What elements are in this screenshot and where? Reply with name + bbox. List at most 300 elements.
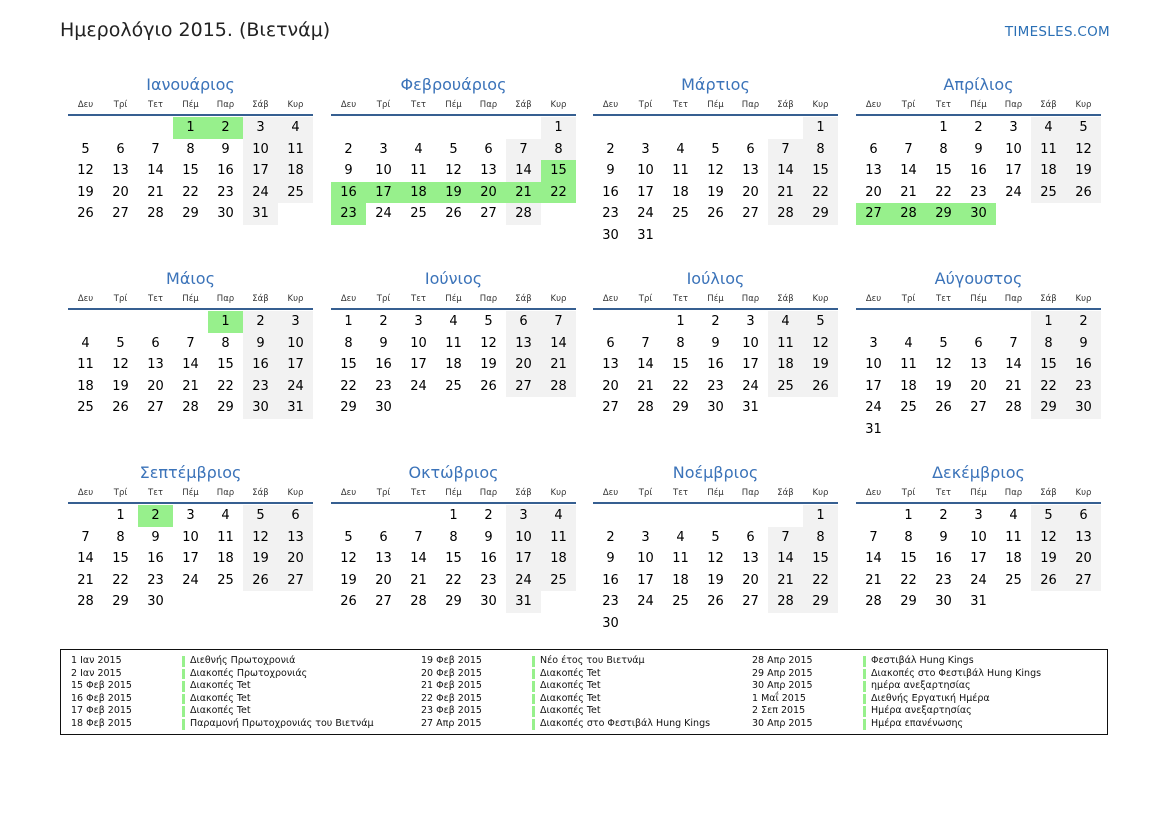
- day-cell: 31: [243, 203, 278, 225]
- legend-date: 23 Φεβ 2015: [421, 705, 482, 717]
- day-cell: 15: [672, 357, 689, 373]
- day-cell: 23: [602, 206, 619, 222]
- day-cell: 2: [974, 120, 983, 135]
- day-cell: 24: [243, 182, 278, 204]
- day-cell: 3: [243, 117, 278, 139]
- legend-date: 15 Φεβ 2015: [71, 680, 132, 692]
- weekday-label: Παρ: [1004, 488, 1023, 498]
- day-cell: 28: [541, 376, 576, 398]
- day-cell: 4: [676, 529, 685, 545]
- empty-cell: [331, 505, 366, 527]
- legend-date: 30 Απρ 2015: [752, 680, 813, 692]
- day-cell: 26: [480, 378, 497, 394]
- month-rule: [593, 308, 838, 310]
- month-block: [856, 73, 1101, 225]
- day-cell: 12: [935, 357, 952, 373]
- day-cell: 3: [974, 508, 983, 523]
- day-cell: 18: [1031, 160, 1066, 182]
- day-cell: 23: [1066, 376, 1101, 398]
- day-cell: 16: [707, 357, 724, 373]
- weekday-label: Πέμ: [970, 488, 987, 498]
- day-cell: 30: [1066, 397, 1101, 419]
- day-cell: 20: [147, 378, 164, 394]
- month-rule: [331, 502, 576, 504]
- weekday-label: Παρ: [1004, 294, 1023, 304]
- empty-cell: [768, 117, 803, 139]
- day-cell: 17: [278, 354, 313, 376]
- weekday-label: Δευ: [865, 488, 882, 498]
- day-grid: [856, 117, 1101, 225]
- day-cell: 12: [480, 335, 497, 351]
- weekday-header: [331, 292, 576, 306]
- day-cell: 26: [803, 376, 838, 398]
- day-cell: 16: [970, 163, 987, 179]
- day-cell: 25: [410, 206, 427, 222]
- day-cell: 24: [410, 378, 427, 394]
- day-cell: 12: [707, 551, 724, 567]
- day-cell: 5: [803, 311, 838, 333]
- day-cell: 3: [1009, 120, 1018, 135]
- legend-date: 22 Φεβ 2015: [421, 692, 482, 704]
- day-cell: 3: [414, 314, 423, 329]
- day-cell: 14: [768, 160, 803, 182]
- weekday-label: Παρ: [741, 100, 760, 110]
- legend-holiday-name: Διακοπές Tet: [540, 705, 601, 717]
- day-cell: 18: [672, 572, 689, 588]
- holiday-day-cell: 28: [891, 203, 926, 225]
- day-cell: 21: [900, 184, 917, 200]
- day-cell: 14: [182, 357, 199, 373]
- legend-holiday-name: Διακοπές Tet: [540, 680, 601, 692]
- day-cell: 15: [803, 160, 838, 182]
- day-cell: 7: [506, 139, 541, 161]
- day-cell: 7: [151, 141, 160, 157]
- day-cell: 17: [410, 357, 427, 373]
- weekday-header: [68, 98, 313, 112]
- day-cell: 15: [935, 163, 952, 179]
- day-cell: 14: [77, 551, 94, 567]
- day-cell: 22: [803, 182, 838, 204]
- day-cell: 21: [1005, 378, 1022, 394]
- day-cell: 29: [182, 206, 199, 222]
- day-cell: 17: [637, 572, 654, 588]
- empty-cell: [698, 117, 733, 139]
- day-cell: 18: [900, 378, 917, 394]
- day-grid: [593, 311, 838, 419]
- weekday-label: Παρ: [479, 488, 498, 498]
- empty-cell: [628, 117, 663, 139]
- weekday-label: Τρί: [638, 294, 653, 304]
- day-cell: 5: [939, 335, 948, 351]
- month-name: Σεπτέμβριος: [139, 463, 242, 482]
- month-block: [68, 461, 313, 613]
- weekday-label: Τετ: [936, 488, 951, 498]
- month-block: [593, 461, 838, 635]
- day-cell: 25: [541, 570, 576, 592]
- month-name: Μάιος: [166, 269, 215, 288]
- day-cell: 17: [742, 357, 759, 373]
- month-name: Ιούλιος: [686, 269, 745, 288]
- empty-cell: [138, 117, 173, 139]
- weekday-label: Τρί: [638, 488, 653, 498]
- day-cell: 7: [186, 335, 195, 351]
- day-cell: 29: [340, 400, 357, 416]
- day-cell: 20: [1066, 548, 1101, 570]
- day-cell: 7: [904, 141, 913, 157]
- day-cell: 24: [506, 570, 541, 592]
- weekday-label: Τετ: [673, 100, 688, 110]
- day-cell: 25: [900, 400, 917, 416]
- day-cell: 24: [1005, 184, 1022, 200]
- day-cell: 26: [707, 594, 724, 610]
- legend-color-marker: [532, 694, 535, 705]
- day-cell: 27: [742, 206, 759, 222]
- day-cell: 17: [637, 184, 654, 200]
- day-cell: 20: [865, 184, 882, 200]
- day-cell: 9: [243, 333, 278, 355]
- day-cell: 22: [112, 572, 129, 588]
- empty-cell: [593, 311, 628, 333]
- day-cell: 2: [606, 141, 615, 157]
- day-cell: 17: [970, 551, 987, 567]
- day-cell: 21: [182, 378, 199, 394]
- day-cell: 27: [970, 400, 987, 416]
- day-cell: 21: [77, 572, 94, 588]
- day-cell: 26: [935, 400, 952, 416]
- empty-cell: [68, 311, 103, 333]
- day-cell: 1: [116, 508, 125, 523]
- legend-holiday-name: Διακοπές Tet: [190, 680, 251, 692]
- holiday-day-cell: 2: [138, 505, 173, 527]
- day-cell: 13: [1066, 527, 1101, 549]
- month-block: [331, 461, 576, 613]
- weekday-label: Τρί: [376, 294, 391, 304]
- legend-date: 30 Απρ 2015: [752, 717, 813, 729]
- day-cell: 6: [506, 311, 541, 333]
- day-cell: 2: [379, 314, 388, 329]
- day-cell: 28: [77, 594, 94, 610]
- day-cell: 3: [186, 508, 195, 523]
- day-cell: 20: [602, 378, 619, 394]
- day-cell: 12: [1066, 139, 1101, 161]
- day-cell: 14: [637, 357, 654, 373]
- day-cell: 17: [506, 548, 541, 570]
- weekday-label: Κυρ: [287, 488, 304, 498]
- day-cell: 9: [484, 529, 493, 545]
- empty-cell: [401, 505, 436, 527]
- day-cell: 18: [541, 548, 576, 570]
- day-cell: 13: [742, 551, 759, 567]
- day-cell: 22: [672, 378, 689, 394]
- weekday-label: Δευ: [602, 294, 619, 304]
- day-cell: 2: [344, 141, 353, 157]
- day-cell: 15: [340, 357, 357, 373]
- legend-color-marker: [863, 706, 866, 717]
- weekday-label: Δευ: [77, 294, 94, 304]
- day-cell: 10: [410, 335, 427, 351]
- day-cell: 5: [81, 141, 90, 157]
- day-cell: 20: [742, 184, 759, 200]
- day-cell: 12: [340, 551, 357, 567]
- weekday-header: [68, 486, 313, 500]
- day-cell: 9: [344, 163, 353, 179]
- weekday-label: Πέμ: [707, 488, 724, 498]
- day-cell: 10: [375, 163, 392, 179]
- empty-cell: [138, 311, 173, 333]
- month-block: [68, 267, 313, 419]
- day-cell: 6: [484, 141, 493, 157]
- empty-cell: [436, 117, 471, 139]
- day-cell: 1: [449, 508, 458, 523]
- day-cell: 6: [1066, 505, 1101, 527]
- day-cell: 22: [1031, 376, 1066, 398]
- day-cell: 14: [410, 551, 427, 567]
- day-grid: [593, 505, 838, 635]
- day-cell: 29: [803, 203, 838, 225]
- day-cell: 5: [711, 529, 720, 545]
- day-cell: 1: [676, 314, 685, 329]
- day-cell: 31: [637, 227, 654, 243]
- holiday-day-cell: 1: [173, 117, 208, 139]
- day-cell: 16: [217, 163, 234, 179]
- legend-date: 2 Σεπ 2015: [752, 705, 806, 717]
- day-cell: 16: [147, 551, 164, 567]
- day-cell: 8: [186, 141, 195, 157]
- legend-color-marker: [182, 706, 185, 717]
- day-cell: 9: [379, 335, 388, 351]
- day-cell: 10: [865, 357, 882, 373]
- weekday-header: [68, 292, 313, 306]
- month-block: [331, 73, 576, 225]
- day-cell: 22: [935, 184, 952, 200]
- day-cell: 26: [243, 570, 278, 592]
- day-cell: 19: [77, 184, 94, 200]
- legend-holiday-name: Διακοπές Tet: [190, 692, 251, 704]
- day-cell: 4: [768, 311, 803, 333]
- day-cell: 10: [637, 163, 654, 179]
- day-cell: 11: [900, 357, 917, 373]
- day-cell: 8: [344, 335, 353, 351]
- weekday-label: Παρ: [741, 294, 760, 304]
- day-cell: 11: [77, 357, 94, 373]
- weekday-label: Κυρ: [1075, 294, 1092, 304]
- day-cell: 27: [375, 594, 392, 610]
- empty-cell: [401, 117, 436, 139]
- day-cell: 5: [344, 529, 353, 545]
- weekday-header: [856, 292, 1101, 306]
- day-cell: 13: [147, 357, 164, 373]
- day-cell: 8: [449, 529, 458, 545]
- empty-cell: [593, 505, 628, 527]
- day-cell: 28: [147, 206, 164, 222]
- holiday-day-cell: 23: [331, 203, 366, 225]
- day-cell: 21: [637, 378, 654, 394]
- empty-cell: [173, 311, 208, 333]
- legend-holiday-name: Διακοπές Πρωτοχρονιάς: [190, 667, 308, 679]
- day-cell: 27: [480, 206, 497, 222]
- weekday-label: Κυρ: [550, 488, 567, 498]
- day-cell: 3: [641, 141, 650, 157]
- empty-cell: [366, 117, 401, 139]
- weekday-label: Παρ: [216, 294, 235, 304]
- site-link[interactable]: TIMESLES.COM: [1004, 24, 1110, 40]
- day-cell: 27: [602, 400, 619, 416]
- month-rule: [856, 114, 1101, 116]
- month-rule: [593, 114, 838, 116]
- weekday-label: Παρ: [479, 294, 498, 304]
- weekday-label: Κυρ: [287, 100, 304, 110]
- month-name: Νοέμβριος: [672, 463, 759, 482]
- day-cell: 19: [935, 378, 952, 394]
- day-cell: 2: [711, 314, 720, 329]
- empty-cell: [768, 505, 803, 527]
- weekday-label: Κυρ: [812, 488, 829, 498]
- day-cell: 25: [217, 572, 234, 588]
- legend-date: 20 Φεβ 2015: [421, 667, 482, 679]
- day-cell: 29: [1031, 397, 1066, 419]
- day-cell: 24: [278, 376, 313, 398]
- weekday-label: Δευ: [602, 100, 619, 110]
- weekday-label: Σάβ: [1040, 488, 1057, 498]
- weekday-label: Κυρ: [812, 100, 829, 110]
- day-cell: 23: [243, 376, 278, 398]
- day-cell: 30: [602, 615, 619, 631]
- weekday-label: Τρί: [901, 294, 916, 304]
- day-cell: 13: [742, 163, 759, 179]
- day-cell: 30: [243, 397, 278, 419]
- day-cell: 24: [375, 206, 392, 222]
- day-cell: 12: [1031, 527, 1066, 549]
- day-cell: 9: [939, 529, 948, 545]
- day-cell: 10: [970, 529, 987, 545]
- day-cell: 21: [865, 572, 882, 588]
- empty-cell: [891, 311, 926, 333]
- day-cell: 20: [970, 378, 987, 394]
- month-block: [68, 73, 313, 225]
- weekday-label: Πέμ: [445, 294, 462, 304]
- day-cell: 11: [1031, 139, 1066, 161]
- day-cell: 10: [742, 335, 759, 351]
- holiday-day-cell: 30: [961, 203, 996, 225]
- weekday-header: [331, 486, 576, 500]
- holiday-day-cell: 16: [331, 182, 366, 204]
- day-cell: 19: [340, 572, 357, 588]
- day-cell: 3: [869, 335, 878, 351]
- day-cell: 26: [112, 400, 129, 416]
- day-cell: 3: [746, 314, 755, 329]
- weekday-label: Σάβ: [515, 294, 532, 304]
- day-cell: 8: [904, 529, 913, 545]
- day-cell: 19: [243, 548, 278, 570]
- day-cell: 15: [217, 357, 234, 373]
- day-cell: 16: [375, 357, 392, 373]
- legend-color-marker: [532, 669, 535, 680]
- day-cell: 11: [672, 163, 689, 179]
- day-cell: 24: [182, 572, 199, 588]
- weekday-header: [593, 486, 838, 500]
- day-cell: 25: [278, 182, 313, 204]
- legend-color-marker: [863, 681, 866, 692]
- empty-cell: [103, 117, 138, 139]
- holiday-day-cell: 15: [541, 160, 576, 182]
- day-cell: 14: [865, 551, 882, 567]
- day-cell: 26: [445, 206, 462, 222]
- month-name: Αύγουστος: [934, 269, 1023, 288]
- day-cell: 15: [445, 551, 462, 567]
- legend-color-marker: [532, 681, 535, 692]
- day-cell: 10: [637, 551, 654, 567]
- empty-cell: [961, 311, 996, 333]
- day-cell: 29: [217, 400, 234, 416]
- day-cell: 29: [672, 400, 689, 416]
- legend-holiday-name: Διεθνής Πρωτοχρονιά: [190, 655, 296, 666]
- weekday-label: Πέμ: [970, 294, 987, 304]
- weekday-label: Τρί: [901, 488, 916, 498]
- weekday-label: Κυρ: [812, 294, 829, 304]
- weekday-label: Τρί: [113, 100, 128, 110]
- day-cell: 10: [506, 527, 541, 549]
- day-cell: 25: [1005, 572, 1022, 588]
- day-cell: 17: [243, 160, 278, 182]
- day-cell: 27: [1066, 570, 1101, 592]
- day-cell: 18: [445, 357, 462, 373]
- weekday-label: Τετ: [936, 294, 951, 304]
- day-cell: 12: [707, 163, 724, 179]
- day-cell: 14: [768, 548, 803, 570]
- day-cell: 8: [541, 139, 576, 161]
- legend-date: 19 Φεβ 2015: [421, 655, 482, 666]
- day-cell: 18: [768, 354, 803, 376]
- weekday-header: [593, 98, 838, 112]
- legend-holiday-name: Διακοπές στο Φεστιβάλ Hung Kings: [540, 717, 711, 729]
- holiday-day-cell: 27: [856, 203, 891, 225]
- day-cell: 13: [506, 333, 541, 355]
- day-cell: 27: [278, 570, 313, 592]
- day-cell: 4: [81, 335, 90, 351]
- day-cell: 12: [243, 527, 278, 549]
- empty-cell: [68, 117, 103, 139]
- day-cell: 18: [77, 378, 94, 394]
- weekday-label: Τετ: [148, 488, 163, 498]
- weekday-label: Σάβ: [252, 100, 269, 110]
- legend-holiday-name: Ημέρα επανένωσης: [871, 717, 964, 729]
- day-cell: 24: [637, 206, 654, 222]
- day-cell: 5: [711, 141, 720, 157]
- weekday-label: Πέμ: [182, 488, 199, 498]
- day-cell: 12: [803, 333, 838, 355]
- day-cell: 8: [221, 335, 230, 351]
- day-cell: 12: [112, 357, 129, 373]
- weekday-label: Παρ: [216, 488, 235, 498]
- day-cell: 26: [340, 594, 357, 610]
- day-cell: 16: [602, 184, 619, 200]
- day-cell: 22: [217, 378, 234, 394]
- day-cell: 3: [641, 529, 650, 545]
- day-grid: [331, 505, 576, 613]
- day-cell: 23: [375, 378, 392, 394]
- day-cell: 30: [147, 594, 164, 610]
- legend-holiday-name: Διεθνής Εργατική Ημέρα: [871, 692, 990, 704]
- legend-color-marker: [182, 694, 185, 705]
- holiday-day-cell: 29: [926, 203, 961, 225]
- day-cell: 3: [379, 141, 388, 157]
- day-cell: 19: [480, 357, 497, 373]
- day-cell: 28: [768, 203, 803, 225]
- legend-date: 2 Ιαν 2015: [71, 667, 122, 679]
- day-cell: 5: [116, 335, 125, 351]
- month-name: Ιούνιος: [424, 269, 483, 288]
- day-cell: 4: [414, 141, 423, 157]
